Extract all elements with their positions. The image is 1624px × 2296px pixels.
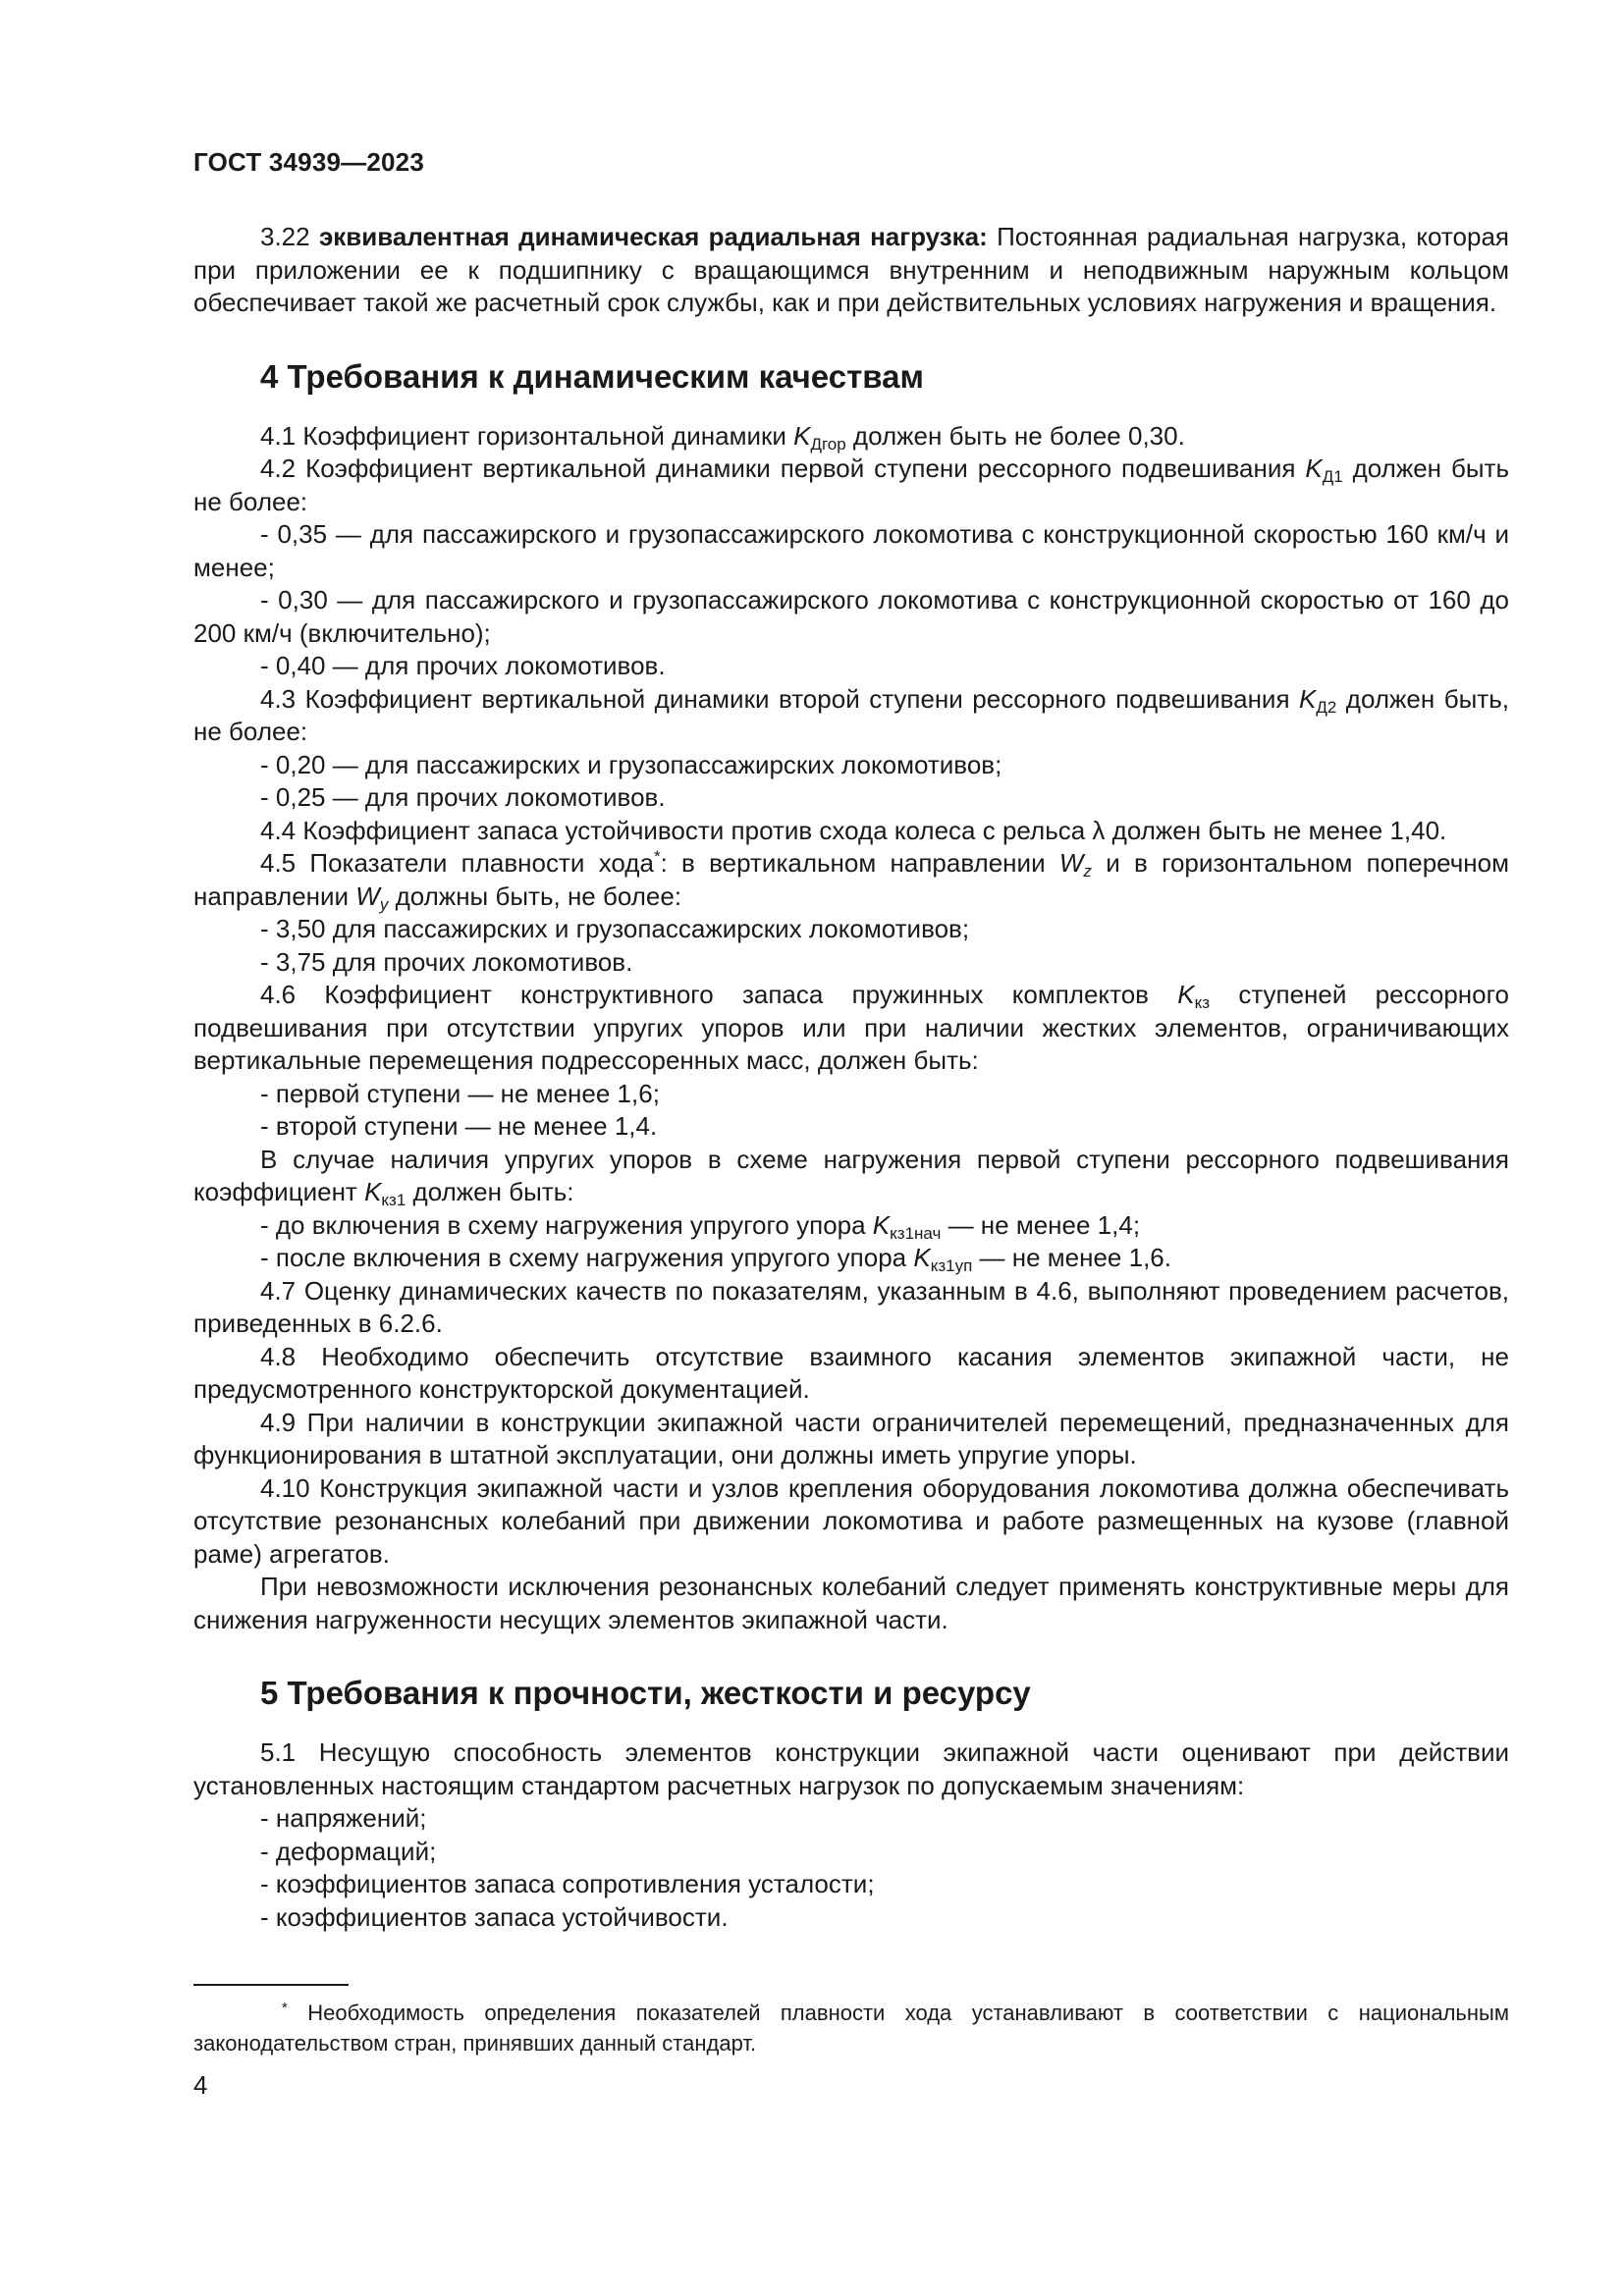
page-number: 4 bbox=[193, 2070, 208, 2100]
footnote-mark: * bbox=[282, 2000, 288, 2016]
text: должен быть: bbox=[406, 1177, 574, 1206]
list-item bbox=[193, 1242, 1509, 1275]
text: 4.6 Коэффициент конструктивного запаса пружинных комплектов bbox=[260, 980, 1178, 1009]
symbol: K bbox=[793, 420, 811, 451]
text: ступеней рессорного подвешивания при отсутствии упругих упоров или при наличии жестких элементов, ограничивающих вертикальные перемещения подрессоренных масс, должен быть: bbox=[193, 980, 1509, 1075]
clause-4-1 bbox=[193, 420, 1509, 454]
subscript: y bbox=[379, 894, 389, 914]
subscript: кз1уп bbox=[930, 1256, 973, 1275]
list-item: - 0,40 — для прочих локомотивов. bbox=[260, 651, 666, 680]
clause-5-1: 5.1 Несущую способность элементов конструкции экипажной части оценивают при действии установленных настоящим стандартом расчетных нагрузок по допускаемым значениям: bbox=[193, 1737, 1509, 1800]
text: должен быть, не более: bbox=[193, 683, 1509, 746]
list-item: - первой ступени — не менее 1,6; bbox=[260, 1078, 660, 1108]
text: : в вертикальном направлении bbox=[660, 848, 1059, 878]
text: - после включения в схему нагружения упругого упора bbox=[260, 1243, 914, 1272]
clause-4-9: 4.9 При наличии в конструкции экипажной части ограничителей перемещений, предназначенных для функционирования в штатной эксплуатации, они должны иметь упругие упоры. bbox=[193, 1407, 1509, 1469]
list-item bbox=[193, 1209, 1509, 1243]
list-item: - 0,25 — для прочих локомотивов. bbox=[260, 782, 666, 812]
clause-4-2 bbox=[193, 453, 1509, 518]
clause-3-22 bbox=[193, 221, 1509, 320]
symbol: K bbox=[364, 1177, 382, 1206]
symbol: W bbox=[355, 881, 380, 911]
text: 4.2 Коэффициент вертикальной динамики первой ступени рессорного подвешивания bbox=[260, 454, 1306, 483]
symbol: K bbox=[872, 1209, 891, 1240]
symbol: K bbox=[913, 1243, 931, 1272]
text: — не менее 1,6. bbox=[972, 1243, 1171, 1272]
clause-4-10: 4.10 Конструкция экипажной части и узлов крепления оборудования локомотива должна обеспечивать отсутствие резонансных колебаний при движении локомотива и работе размещенных на кузове (главной раме) агрегатов. bbox=[193, 1472, 1509, 1569]
term: эквивалентная динамическая радиальная нагрузка: bbox=[318, 222, 988, 251]
subscript: Дгор bbox=[810, 434, 846, 454]
text: 4.5 Показатели плавности хода bbox=[260, 848, 654, 878]
clause-4-3 bbox=[193, 683, 1509, 749]
list-item: - 0,20 — для пассажирских и грузопассажирских локомотивов; bbox=[260, 749, 1002, 779]
text: и в горизонтальном поперечном направлении bbox=[193, 848, 1509, 911]
text: должен быть не более: bbox=[193, 454, 1510, 516]
text: В случае наличия упругих упоров в схеме нагружения первой ступени рессорного подвешивания коэффициент bbox=[193, 1144, 1509, 1206]
footnote-divider bbox=[193, 1984, 349, 1986]
subscript: z bbox=[1083, 862, 1092, 881]
list-item: - коэффициентов запаса устойчивости. bbox=[260, 1901, 729, 1932]
section-4-heading: 4 Требования к динамическим качествам bbox=[260, 357, 924, 395]
text: 4.3 Коэффициент вертикальной динамики второй ступени рессорного подвешивания bbox=[260, 683, 1300, 714]
subscript: Д2 bbox=[1316, 697, 1337, 717]
clause-4-10-b: При невозможности исключения резонансных колебаний следует применять конструктивные меры для снижения нагруженности несущих элементов экипажной части. bbox=[193, 1572, 1509, 1634]
list-item: - напряжений; bbox=[260, 1803, 427, 1833]
list-item: - 0,35 — для пассажирского и грузопассажирского локомотива с конструкционной скоростью 160 км/ч и менее; bbox=[193, 519, 1509, 582]
text: - до включения в схему нагружения упругого упора bbox=[260, 1209, 873, 1240]
text: должен быть не более 0,30. bbox=[845, 420, 1185, 451]
symbol: W bbox=[1058, 848, 1084, 878]
list-item: - деформаций; bbox=[260, 1836, 437, 1866]
symbol: K bbox=[1177, 980, 1195, 1009]
symbol: K bbox=[1305, 454, 1323, 483]
list-item: - 3,50 для пассажирских и грузопассажирских локомотивов; bbox=[260, 914, 970, 943]
text: должны быть, не более: bbox=[388, 881, 682, 911]
subscript: кз bbox=[1194, 993, 1211, 1012]
definition-text: Постоянная радиальная нагрузка, которая при приложении ее к подшипнику с вращающимся внутренним и неподвижным наружным кольцом обеспечивает такой же расчетный срок службы, как и при действительных условиях нагружения и вращения. bbox=[193, 222, 1509, 317]
section-5-heading: 5 Требования к прочности, жесткости и ресурсу bbox=[260, 1675, 1031, 1711]
subscript: кз1 bbox=[381, 1191, 406, 1209]
clause-4-8: 4.8 Необходимо обеспечить отсутствие взаимного касания элементов экипажной части, не предусмотренного конструкторской документацией. bbox=[193, 1341, 1509, 1404]
clause-4-6 bbox=[193, 979, 1509, 1078]
list-item: - коэффициентов запаса сопротивления усталости; bbox=[260, 1869, 875, 1898]
list-item: - второй ступени — не менее 1,4. bbox=[260, 1111, 658, 1141]
clause-number: 3.22 bbox=[260, 222, 319, 251]
document-header: ГОСТ 34939—2023 bbox=[193, 147, 424, 177]
text: — не менее 1,4; bbox=[941, 1209, 1141, 1240]
clause-4-4: 4.4 Коэффициент запаса устойчивости против схода колеса с рельса λ должен быть не менее 1,40. bbox=[260, 815, 1447, 845]
footnote bbox=[193, 1998, 1509, 2058]
subscript: кз1нач bbox=[890, 1223, 942, 1243]
document-body bbox=[193, 221, 1509, 1934]
text: 4.1 Коэффициент горизонтальной динамики bbox=[260, 420, 794, 451]
list-item: - 0,30 — для пассажирского и грузопассажирского локомотива с конструкционной скоростью от 160 до 200 км/ч (включительно); bbox=[193, 585, 1509, 648]
clause-4-5 bbox=[193, 847, 1509, 913]
subscript: Д1 bbox=[1322, 467, 1343, 486]
clause-4-6-case bbox=[193, 1144, 1509, 1209]
list-item: - 3,75 для прочих локомотивов. bbox=[260, 946, 633, 977]
footnote-text: Необходимость определения показателей плавности хода устанавливают в соответствии с национальным законодательством стран, принявших данный стандарт. bbox=[193, 2001, 1509, 2056]
footnote-ref: * bbox=[653, 847, 661, 866]
symbol: K bbox=[1299, 683, 1317, 714]
clause-4-7: 4.7 Оценку динамических качеств по показателям, указанным в 4.6, выполняют проведением расчетов, приведенных в 6.2.6. bbox=[193, 1275, 1509, 1338]
